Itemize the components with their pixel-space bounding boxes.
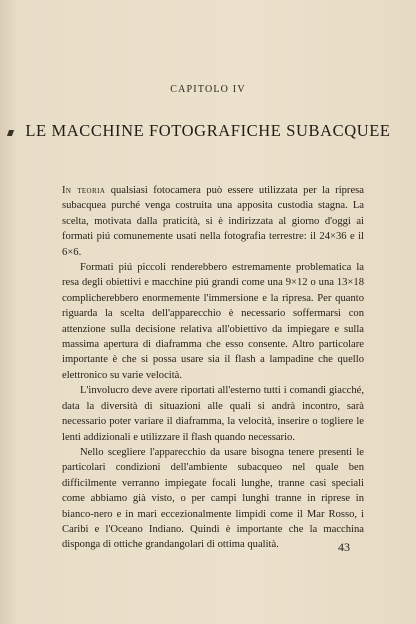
paragraph-1 xyxy=(62,183,364,260)
chapter-label: CAPITOLO IV xyxy=(170,84,246,95)
paragraph-4 xyxy=(62,445,364,553)
body-text xyxy=(62,183,364,553)
paragraph-3 xyxy=(62,383,364,445)
chapter-title: LE MACCHINE FOTOGRAFICHE SUBACQUEE xyxy=(25,121,391,140)
paragraph-lead: In teoria xyxy=(62,185,106,196)
paragraph-text: L'involucro deve avere riportati all'esterno tutti i comandi giacché, data la diversità di situazioni alle quali si andrà incontro, sarà necessario poter variare il diaframma, la velocità, inserire o togliere le lenti addizionali e utilizzare il flash quando necessario. xyxy=(62,385,364,443)
paragraph-2 xyxy=(62,260,364,383)
paragraph-text: qualsiasi fotocamera può essere utilizzata per la ripresa subacquea purché venga costruita una apposita custodia stagna. La scelta, motivata dalla praticità, si è indirizzata al giorno d'oggi ai formati piú comunemente usati nella fotografia terrestre: il 24×36 e il 6×6. xyxy=(62,185,364,258)
page-number: 43 xyxy=(338,540,350,554)
paragraph-text: Formati piú piccoli renderebbero estremamente problematica la resa degli obiettivi e macchine piú grandi come una 9×12 o una 13×18 complicherebbero enormemente l'immersione e la ripresa. Per quanto riguarda la scelta dell'apparecchio è necessario soffermarsi con attenzione sulla decisione relativa all'obiettivo da impiegare e sulla massima apertura di diaframma che esso consente. Altro particolare importante è che si possa usare sia il flash a lampadine che quello elettronico su varie velocità. xyxy=(62,262,364,381)
paragraph-text: Nello scegliere l'apparecchio da usare bisogna tenere presenti le particolari condizioni dell'ambiente subacqueo nel quale ben difficilmente verranno impiegate focali lunghe, tranne casi speciali come abbiamo già visto, o per campi lunghi tranne in riprese in bianco-nero e in mari eccezionalmente limpidi come il Mar Rosso, i Caribi e l'Oceano Indiano. Quindi è importante che la macchina disponga di ottiche grandangolari di ottima qualità. xyxy=(62,446,364,551)
